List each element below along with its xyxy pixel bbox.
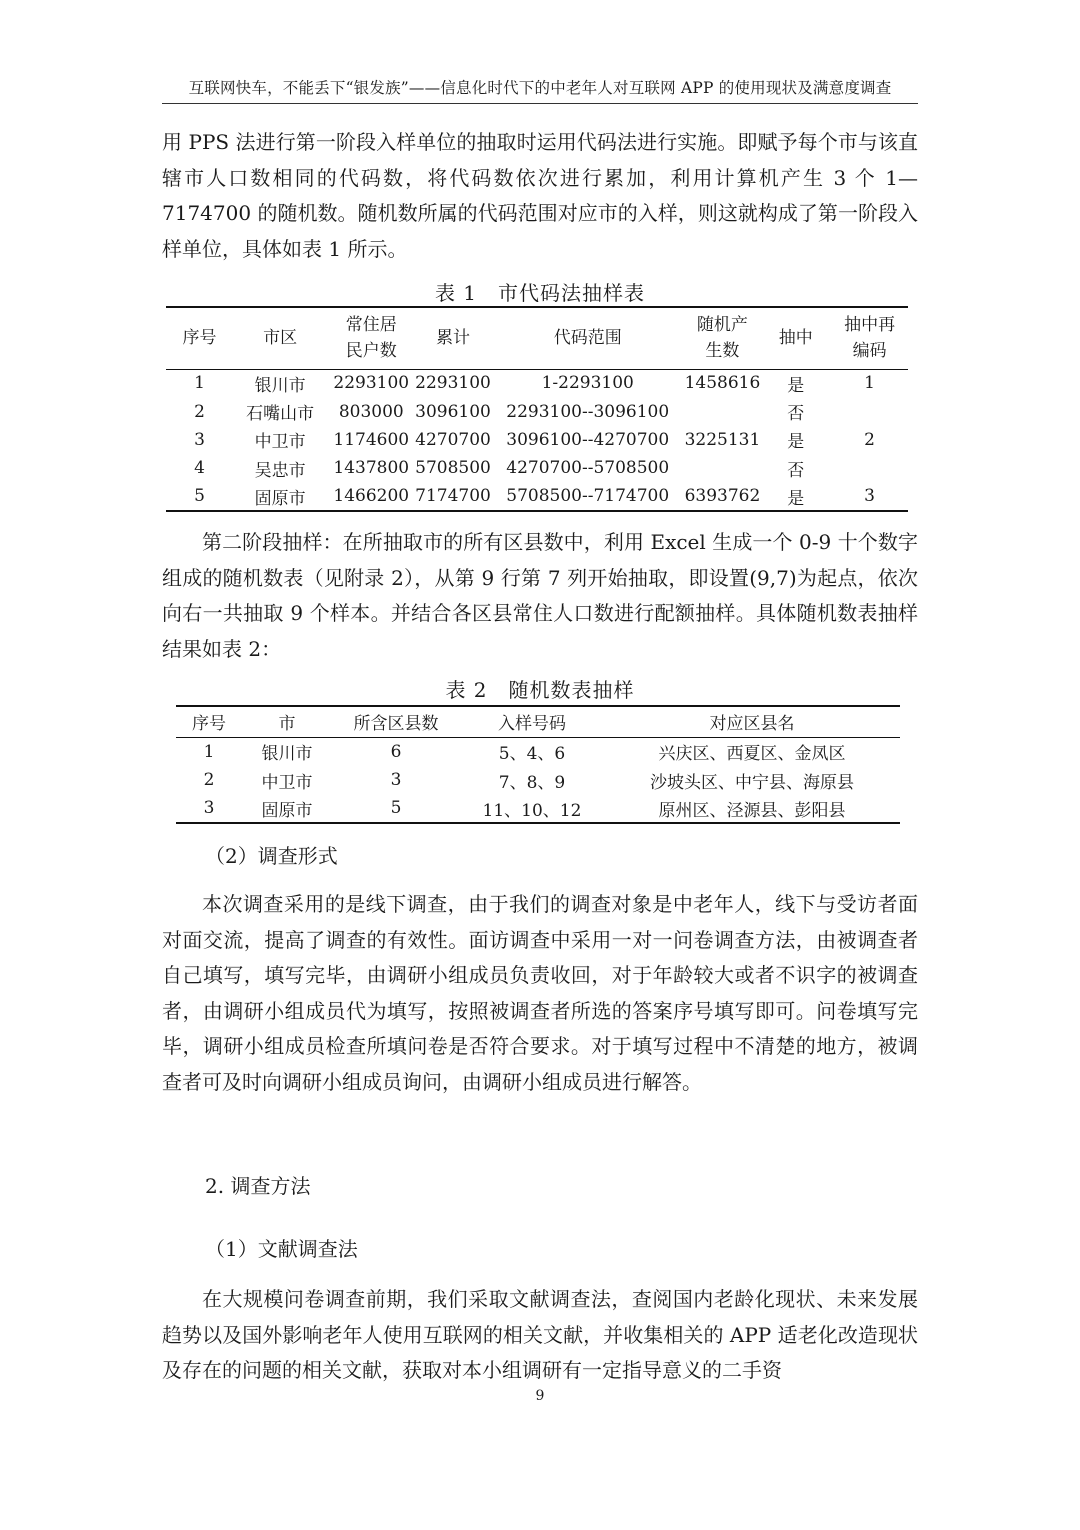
- table-row: [166, 483, 908, 511]
- table-cell: 2: [864, 429, 875, 450]
- table-cell: 2293100--3096100: [506, 401, 670, 422]
- table-cell: 3096100: [415, 401, 491, 422]
- table-cell: 3225131: [684, 429, 761, 450]
- table-cell: 中卫市: [261, 772, 313, 793]
- paragraph-second-stage: 第二阶段抽样：在所抽取市的所有区县数中，利用 Excel 生成一个 0-9 十个数字组成的随机数表（见附录 2），从第 9 行第 7 列开始抽取，即设置(9,7)为起点，依次向右一共抽取 9 个样本。并结合各区县常住人口数进行配额抽样。具体随机数表抽样结果如表 2：: [162, 530, 918, 661]
- table-cell: 原州区、泾源县、彭阳县: [658, 800, 846, 821]
- table-cell: 固原市: [254, 488, 306, 509]
- table-header-cell: 随机产 生数: [696, 315, 748, 362]
- table-cell: 1437800: [333, 458, 410, 479]
- table-cell: 1: [864, 373, 875, 394]
- table-cell: 11、10、12: [482, 800, 582, 821]
- table-cell: 沙坡头区、中宁县、海原县: [650, 772, 854, 793]
- table-cell: 1458616: [684, 373, 761, 394]
- table2-caption: 表 2 随机数表抽样: [445, 678, 635, 702]
- heading-survey-form: （2）调查形式: [205, 844, 338, 868]
- table-row: [166, 369, 908, 397]
- table-cell: 4: [194, 458, 205, 479]
- table-cell: 6393762: [684, 486, 761, 507]
- table-cell: 2: [203, 770, 215, 791]
- table-cell: 银川市: [261, 744, 313, 765]
- table-header-row: [166, 307, 908, 369]
- table-cell: 3: [390, 770, 402, 791]
- table1-city-code-sampling: [166, 306, 908, 512]
- table-row: [166, 426, 908, 454]
- table-header-cell: 市区: [263, 328, 298, 349]
- table-cell: 2293100: [333, 373, 410, 394]
- table-row: [176, 794, 900, 823]
- table-header-cell: 常住居 民户数: [345, 315, 397, 362]
- table-cell: 7、8、9: [498, 772, 566, 793]
- table-row: [166, 397, 908, 425]
- table-header-cell: 入样号码: [498, 714, 566, 735]
- table-cell: 7174700: [415, 486, 491, 507]
- table-header-cell: 对应区县名: [709, 714, 795, 735]
- paragraph-pps-method: 用 PPS 法进行第一阶段入样单位的抽取时运用代码法进行实施。即赋予每个市与该直辖市人口数相同的代码数，将代码数依次进行累加，利用计算机产生 3 个 1—7174700 的随机数。随机数所属的代码范围对应市的入样，则这就构成了第一阶段入样单位，具体如表 1 所示。: [162, 130, 918, 261]
- table-cell: 中卫市: [254, 432, 306, 453]
- table-header-cell: 所含区县数: [353, 714, 439, 735]
- table-header-cell: 累计: [436, 328, 470, 349]
- paragraph-literature: 在大规模问卷调查前期，我们采取文献调查法，查阅国内老龄化现状、未来发展趋势以及国外影响老年人使用互联网的相关文献，并收集相关的 APP 适老化改造现状及存在的问题的相关文献，获取对本小组调研有一定指导意义的二手资: [162, 1287, 918, 1382]
- table-cell: [685, 454, 761, 482]
- page-number: 9: [535, 1388, 545, 1404]
- table-cell: 803000: [338, 401, 404, 422]
- table-cell: 1466200: [333, 486, 410, 507]
- table-header-cell: 抽中: [778, 328, 813, 349]
- table-cell: 1: [194, 373, 205, 394]
- heading-literature-method: （1）文献调查法: [205, 1237, 358, 1261]
- table-row: [166, 454, 908, 482]
- table-header-cell: 市: [278, 714, 296, 735]
- table-row: [176, 766, 900, 795]
- heading-survey-method: 2. 调查方法: [205, 1174, 311, 1198]
- table-cell: 银川市: [254, 375, 306, 396]
- table-cell: 是: [787, 375, 805, 396]
- table-cell: 5708500--7174700: [506, 486, 670, 507]
- table-cell: 5: [194, 486, 205, 507]
- table-header-cell: 序号: [192, 714, 226, 735]
- table-cell: 是: [787, 432, 805, 453]
- table-cell: [831, 397, 908, 425]
- table-cell: 2: [194, 401, 205, 422]
- table-cell: 4270700: [415, 429, 491, 450]
- table-cell: 6: [390, 741, 402, 762]
- table-cell: 兴庆区、西夏区、金凤区: [658, 744, 846, 765]
- table-cell: 3096100--4270700: [506, 429, 670, 450]
- table-header-cell: 代码范围: [553, 328, 622, 349]
- table-cell: 石嘴山市: [246, 404, 315, 425]
- table-cell: 是: [787, 488, 805, 509]
- table-header-cell: 序号: [182, 328, 217, 349]
- table-cell: 否: [787, 404, 805, 425]
- table-cell: [831, 454, 908, 482]
- table-cell: 否: [787, 460, 805, 481]
- table-cell: 5708500: [415, 458, 491, 479]
- table-cell: 3: [203, 798, 215, 819]
- table1-caption: 表 1 市代码法抽样表: [434, 281, 646, 305]
- table-cell: 3: [864, 486, 875, 507]
- table-cell: 5: [390, 798, 402, 819]
- table-cell: 3: [194, 429, 205, 450]
- table-cell: 1174600: [333, 429, 410, 450]
- table-cell: [685, 397, 761, 425]
- table-cell: 固原市: [261, 800, 313, 821]
- table-cell: 4270700--5708500: [506, 458, 670, 479]
- table-cell: 2293100: [415, 373, 491, 394]
- table-header-cell: 抽中再 编码: [844, 315, 896, 362]
- paragraph-survey-form: 本次调查采用的是线下调查，由于我们的调查对象是中老年人，线下与受访者面对面交流，提高了调查的有效性。面访调查中采用一对一问卷调查方法，由被调查者自己填写，填写完毕，由调研小组成员负责收回，对于年龄较大或者不识字的被调查者，由调研小组成员代为填写，按照被调查者所选的答案序号填写即可。问卷填写完毕，调研小组成员检查所填问卷是否符合要求。对于填写过程中不清楚的地方，被调查者可及时向调研小组成员询问，由调研小组成员进行解答。: [162, 892, 918, 1094]
- table-cell: 1-2293100: [541, 373, 634, 394]
- running-header: 互联网快车，不能丢下“银发族”——信息化时代下的中老年人对互联网 APP 的使用现状及满意度调查: [188, 79, 892, 97]
- table-cell: 5、4、6: [498, 744, 566, 765]
- table-cell: 1: [203, 741, 215, 762]
- table-row: [176, 737, 900, 766]
- header-rule: [162, 103, 918, 104]
- table-cell: 吴忠市: [254, 460, 306, 481]
- table-header-row: [176, 706, 900, 737]
- table2-random-number-sampling: [176, 705, 900, 824]
